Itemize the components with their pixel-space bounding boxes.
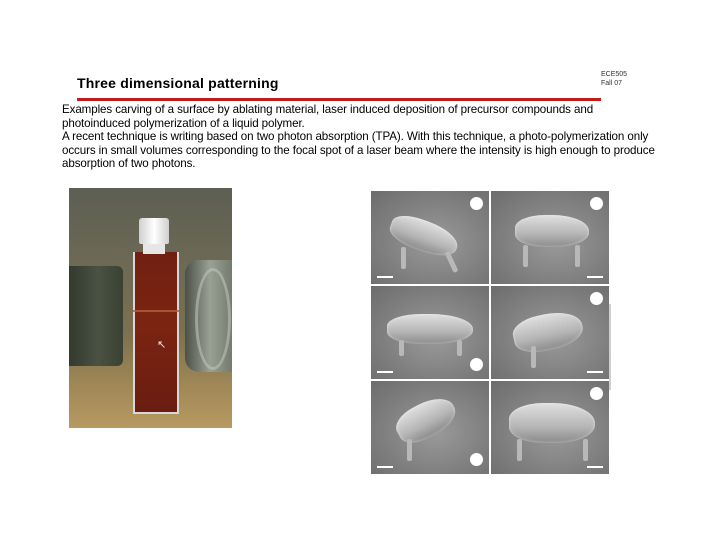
bull-figure xyxy=(391,390,462,449)
bull-leg xyxy=(523,245,528,267)
marker-dot-icon xyxy=(590,292,603,305)
paragraph-tpa: A recent technique is writing based on two photon absorption (TPA). With this technique, a photo-polymerization only occurs in small volumes corresponding to the focal spot of a laser beam where the intensity is high enough to produce absorption of two photons. xyxy=(62,130,655,171)
marker-dot-icon xyxy=(470,197,483,210)
bull-leg xyxy=(407,439,412,461)
bull-leg xyxy=(457,340,462,356)
sem-panel-5 xyxy=(371,381,489,474)
scale-bar xyxy=(587,276,603,278)
course-tag xyxy=(601,70,627,88)
scale-bar xyxy=(587,466,603,468)
cuvette-cap xyxy=(139,218,169,244)
sem-panel-2 xyxy=(491,191,609,284)
bull-leg xyxy=(583,439,588,461)
sem-panel-1 xyxy=(371,191,489,284)
marker-dot-icon xyxy=(470,453,483,466)
sem-panel-6 xyxy=(491,381,609,474)
lens-cylinder-left xyxy=(69,266,123,366)
arrow-icon: ↖ xyxy=(157,339,167,351)
title-rule xyxy=(77,98,601,101)
sem-panel-4 xyxy=(491,286,609,379)
cuvette-vial xyxy=(133,252,179,414)
grid-frame-line xyxy=(609,304,611,390)
lens-ring xyxy=(195,268,231,370)
bull-leg xyxy=(445,251,459,273)
sem-panel-3 xyxy=(371,286,489,379)
scale-bar xyxy=(587,371,603,373)
bull-leg xyxy=(517,439,522,461)
bull-figure xyxy=(509,403,595,443)
bull-leg xyxy=(401,247,406,269)
scale-bar xyxy=(377,371,393,373)
sem-image-grid xyxy=(371,191,609,475)
bull-leg xyxy=(575,245,580,267)
bull-figure xyxy=(510,307,586,357)
bull-leg xyxy=(531,346,536,368)
bull-figure xyxy=(515,215,589,247)
slide-title: Three dimensional patterning xyxy=(77,75,279,91)
paragraph-ablation: Examples carving of a surface by ablating material, laser induced deposition of precursor compounds and photoinduced polymerization of a liquid polymer. xyxy=(62,103,594,130)
scale-bar xyxy=(377,276,393,278)
cuvette-photo xyxy=(69,188,232,428)
scale-bar xyxy=(377,466,393,468)
course-term: Fall 07 xyxy=(601,80,623,87)
body-text xyxy=(62,103,662,171)
bull-leg xyxy=(399,340,404,356)
course-code: ECE505 xyxy=(601,71,628,78)
liquid-level-line xyxy=(133,310,179,312)
marker-dot-icon xyxy=(590,197,603,210)
marker-dot-icon xyxy=(470,358,483,371)
marker-dot-icon xyxy=(590,387,603,400)
